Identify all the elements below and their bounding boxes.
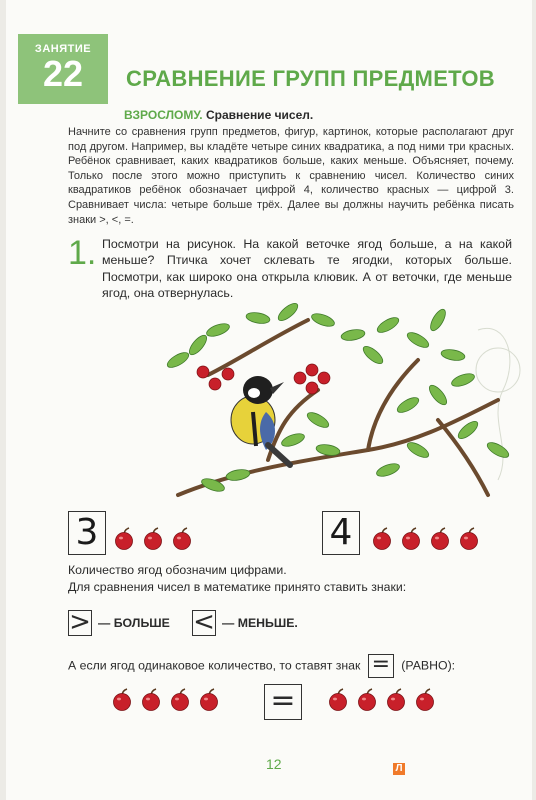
- left-count-berry-icon: [114, 527, 134, 556]
- less-label: — МЕНЬШЕ.: [222, 616, 298, 630]
- digit-three-box: 3: [68, 511, 106, 555]
- equal-sentence: [68, 654, 455, 678]
- berry-cluster-right: [294, 364, 330, 394]
- equal-right-berry-icon: [415, 688, 435, 717]
- adult-heading: [124, 108, 313, 122]
- left-count-berry-icon: [172, 527, 192, 556]
- equal-right-berry-icon: [386, 688, 406, 717]
- left-count-berry-icon: [143, 527, 163, 556]
- page-title: СРАВНЕНИЕ ГРУПП ПРЕДМЕТОВ: [126, 66, 495, 91]
- publisher-logo-mark: Л: [393, 763, 405, 775]
- equal-left-berry-icon: [170, 688, 190, 717]
- greater-label: — БОЛЬШЕ: [98, 616, 170, 630]
- equal-text-after: (РАВНО):: [401, 658, 456, 673]
- caption-signs: Для сравнения чисел в математике принято ставить знаки:: [68, 580, 407, 594]
- greater-sign-box: >: [69, 607, 91, 637]
- caption-digits: Количество ягод обозначим цифрами.: [68, 563, 287, 577]
- count-row-right: [322, 511, 522, 559]
- lesson-word: ЗАНЯТИЕ: [34, 43, 92, 55]
- equal-left-berry-icon: [199, 688, 219, 717]
- digit-four-box: 4: [322, 511, 360, 555]
- equal-left-berry-icon: [141, 688, 161, 717]
- right-count-berry-icon: [459, 527, 479, 556]
- equal-sign-inline: =: [368, 654, 394, 678]
- less-sign-box: <: [193, 607, 215, 637]
- equal-right-berry-icon: [328, 688, 348, 717]
- workbook-page: [6, 0, 532, 800]
- lesson-badge: [18, 34, 108, 104]
- adult-subtitle: Сравнение чисел.: [205, 108, 314, 122]
- equal-sign-box: =: [264, 684, 302, 720]
- page-number: 12: [266, 756, 282, 772]
- lesson-number: 22: [42, 53, 84, 94]
- right-count-berry-icon: [401, 527, 421, 556]
- equal-right-berry-icon: [357, 688, 377, 717]
- right-count-berry-icon: [430, 527, 450, 556]
- equal-left-berry-icon: [112, 688, 132, 717]
- leaves: [165, 300, 511, 493]
- equal-text-before: А если ягод одинаковое количество, то ставят знак: [68, 658, 361, 673]
- right-count-berry-icon: [372, 527, 392, 556]
- sketch-outline: [476, 328, 520, 480]
- adult-lead: ВЗРОСЛОМУ.: [124, 108, 203, 122]
- branch: [178, 320, 498, 495]
- titmouse-bird: [231, 376, 290, 465]
- task-number: 1.: [68, 234, 97, 272]
- adult-instructions: Начните со сравнения групп предметов, фигур, картинок, которые располагают друг под другом. Например, вы кладёте четыре синих квадратика, а под ними три красных. Ребёнок сравнивает, каких квадратиков больше, каких меньше. Объясняет, почему. Только после этого можно приступить к сравнению чисел. Количество синих квадратиков ребёнок обозначает цифрой 4, количество красных — цифрой 3. Сравнивает числа: четыре больше трёх. Далее вы должны научить ребёнка писать знаки >, <, =.: [68, 126, 514, 226]
- task-text: Посмотри на рисунок. На какой веточке ягод больше, а на какой меньше? Птичка хочет склевать те ягодки, которых больше. Посмотри, как широко она открыла клювик. А от веточки, где меньше ягод, она отвернулась.: [102, 237, 512, 300]
- count-row-left: [68, 511, 228, 559]
- bird-on-branch-illustration: [118, 300, 528, 500]
